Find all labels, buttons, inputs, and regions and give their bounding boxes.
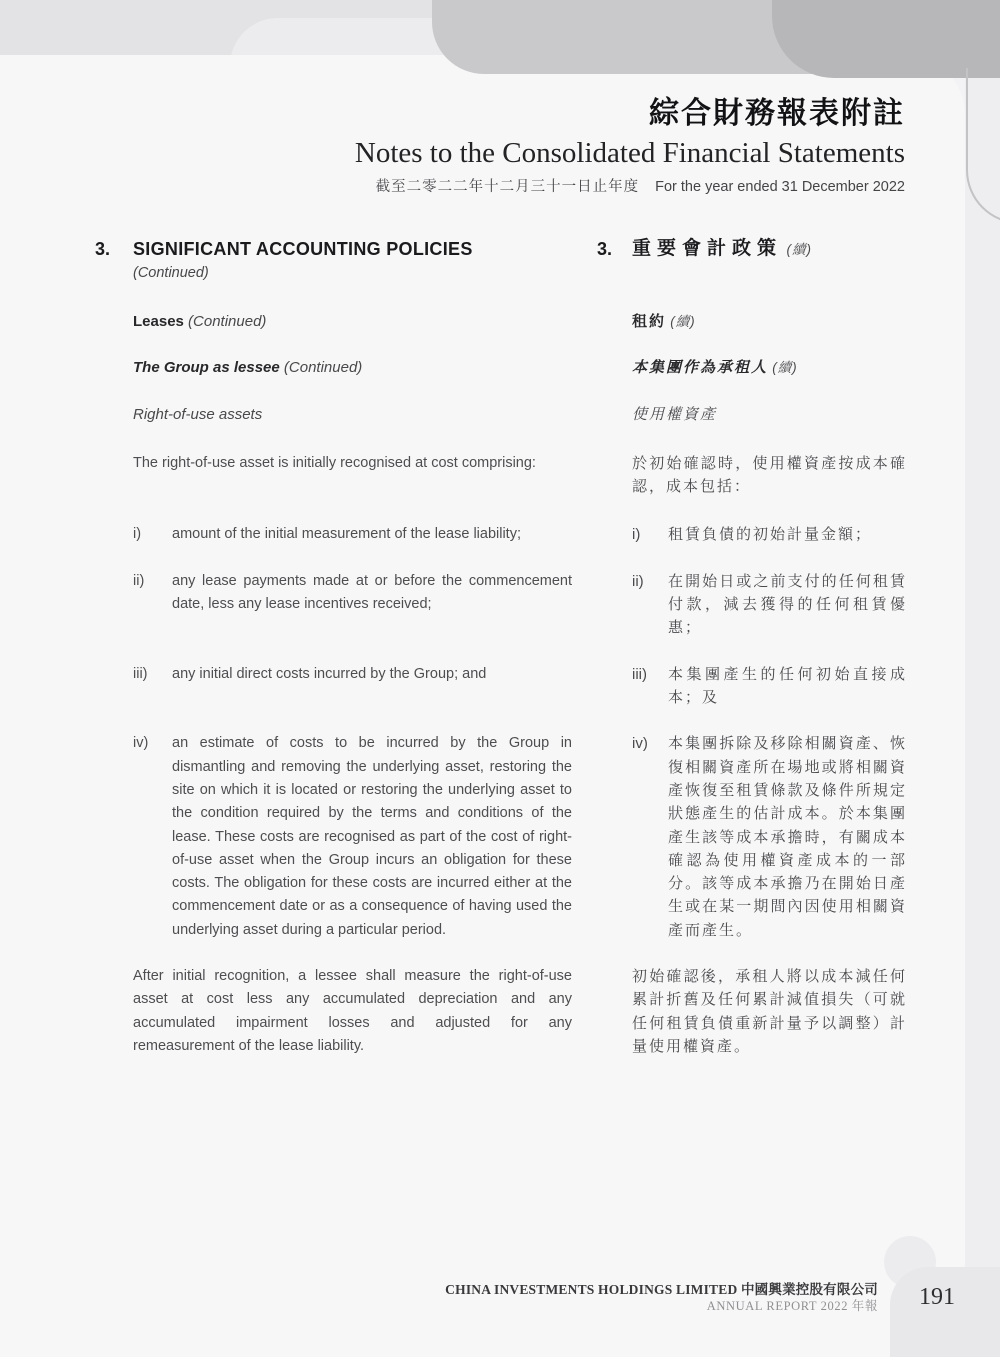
footer-report-title: ANNUAL REPORT 2022 年報 (706, 1299, 878, 1313)
list-item-text-en: any initial direct costs incurred by the Group; and (172, 665, 487, 682)
list-item-text-zh: 本集團拆除及移除相關資產、恢復相關資產所在場地或將相關資產恢復至租賃條款及條件所規定狀態產生的估計成本。於本集團產生該等成本承擔時，有關成本確認為使用權資產成本的一部分。該等成本承擔乃在開始日產生或在某一期間內因使用相關資產而產生。 (668, 735, 907, 939)
section-heading-zh: 重要會計政策 (632, 238, 783, 259)
list-item-iv-row (95, 732, 907, 942)
closing-paragraph-row (95, 965, 907, 1058)
subheading-lessee-zh: 本集團作為承租人 (632, 359, 769, 376)
reporting-period-english: For the year ended 31 December 2022 (655, 179, 905, 195)
section-number-en: 3. (95, 239, 111, 259)
list-marker-en: i) (133, 525, 142, 542)
subheading-lessee-en: The Group as lessee (133, 359, 280, 376)
intro-paragraph-zh: 於初始確認時，使用權資產按成本確認，成本包括： (632, 455, 907, 496)
list-item-iii-row (95, 663, 907, 710)
subheading-leases-en: Leases (133, 313, 184, 330)
footer-company-name: CHINA INVESTMENTS HOLDINGS LIMITED 中國興業控股有限公司 (445, 1282, 878, 1297)
reporting-period-chinese: 截至二零二二年十二月三十一日止年度 (375, 179, 640, 195)
list-marker-zh: iii) (632, 665, 647, 683)
page-number: 191 (919, 1284, 955, 1310)
subheading-rou-row (95, 405, 907, 425)
subheading-leases-en-continued: (Continued) (188, 313, 267, 330)
section-number-zh: 3. (597, 239, 613, 259)
page-header (355, 94, 905, 199)
header-outline-curve (966, 68, 1000, 224)
list-item-text-zh: 租賃負債的初始計量金額； (668, 525, 873, 543)
list-marker-en: iv) (133, 735, 149, 752)
closing-paragraph-en: After initial recognition, a lessee shall measure the right-of-use asset at cost less any accumulated depreciation and any accumulated impairment losses and adjusted for any remeasurement of the lease liability. (133, 968, 572, 1054)
page-title-english: Notes to the Consolidated Financial Statements (354, 137, 905, 169)
list-item-text-en: any lease payments made at or before the commencement date, less any lease incentives received; (172, 572, 572, 613)
list-item-text-en: amount of the initial measurement of the lease liability; (172, 525, 521, 542)
subheading-lessee-en-continued: (Continued) (283, 359, 363, 376)
footer-corner-shape (890, 1267, 1000, 1357)
subheading-rou-zh: 使用權資產 (632, 406, 718, 423)
closing-paragraph-zh: 初始確認後，承租人將以成本減任何累計折舊及任何累計減值損失（可就任何租賃負債重新計量予以調整）計量使用權資產。 (632, 968, 907, 1055)
subheading-lessee-row (95, 358, 907, 378)
section-heading-row (95, 237, 907, 284)
intro-paragraph-row (95, 452, 907, 499)
list-marker-en: ii) (133, 572, 145, 589)
section-heading-en-continued: (Continued) (133, 265, 209, 281)
section-heading-zh-continued: (續) (786, 242, 812, 257)
list-marker-zh: i) (632, 525, 641, 543)
subheading-leases-zh-continued: (續) (670, 314, 696, 329)
subheading-lessee-zh-continued: (續) (772, 360, 798, 375)
list-item-text-zh: 在開始日或之前支付的任何租賃付款，減去獲得的任何租賃優惠； (668, 572, 907, 637)
list-marker-en: iii) (133, 665, 148, 682)
subheading-leases-row (95, 312, 907, 332)
page-title-chinese: 綜合財務報表附註 (649, 97, 905, 130)
intro-paragraph-en: The right-of-use asset is initially recognised at cost comprising: (133, 455, 536, 471)
list-item-i-row (95, 523, 907, 546)
list-item-text-zh: 本集團產生的任何初始直接成本；及 (668, 665, 907, 707)
subheading-rou-en: Right-of-use assets (133, 406, 263, 423)
subheading-leases-zh: 租約 (632, 313, 667, 330)
notes-content (95, 237, 907, 1058)
list-marker-zh: ii) (632, 572, 644, 590)
header-corner-shape (772, 0, 1000, 78)
list-item-ii-row (95, 570, 907, 640)
list-item-text-en: an estimate of costs to be incurred by the Group in dismantling and removing the underlying asset, restoring the site on which it is located or restoring the underlying asset to the condition required by the terms and conditions of the lease. These costs are recognised as part of the cost of right-of-use asset when the Group incurs an obligation for these costs. The obligation for these costs are incurred either at the commencement date or as a consequence of having used the underlying asset during a particular period. (172, 735, 572, 938)
section-heading-en: SIGNIFICANT ACCOUNTING POLICIES (133, 239, 473, 259)
reporting-period (355, 175, 905, 199)
page-footer (445, 1281, 878, 1315)
list-marker-zh: iv) (632, 735, 648, 753)
